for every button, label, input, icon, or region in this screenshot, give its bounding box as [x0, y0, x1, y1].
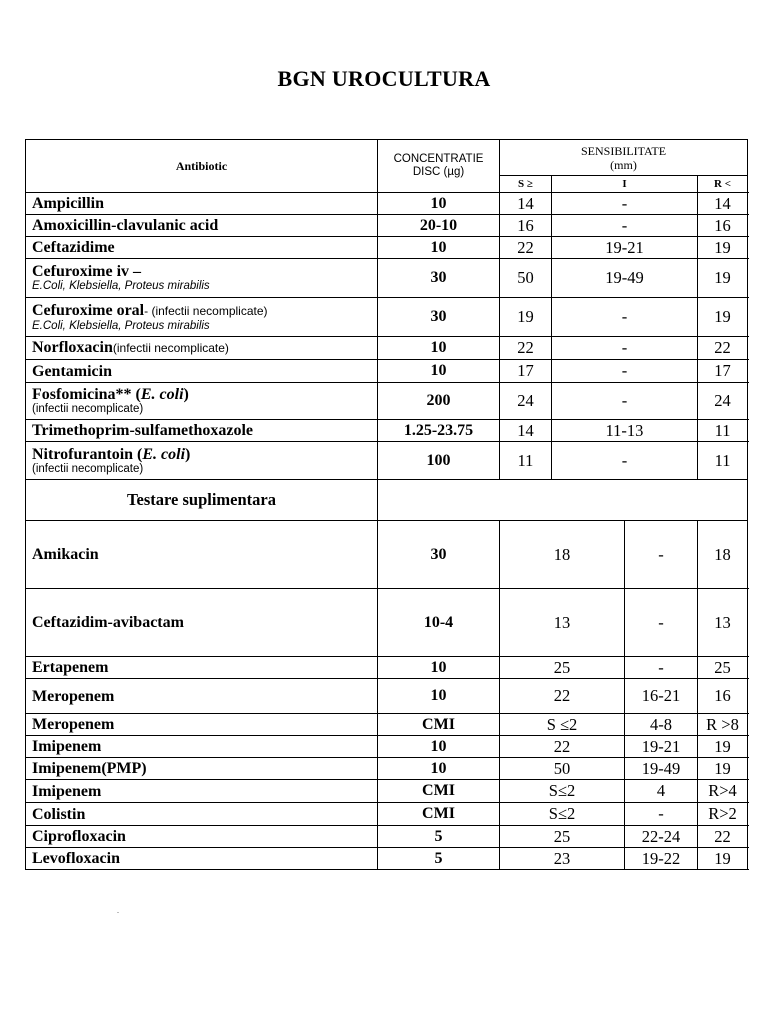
concentration-cell: 100 [378, 442, 500, 480]
organism-name: E. coli [142, 445, 186, 463]
i-cell: 4-8 [625, 714, 698, 736]
r-cell: R>2 [698, 803, 748, 826]
table-row [26, 259, 748, 298]
concentration-cell: 10 [378, 237, 500, 259]
s-cell: 18 [500, 521, 625, 589]
table-row [26, 442, 748, 480]
i-cell: 22-24 [625, 826, 698, 848]
concentration-cell: 10 [378, 657, 500, 679]
table-row [26, 337, 748, 360]
s-cell: 25 [500, 657, 625, 679]
antibiotic-name: Amikacin [26, 521, 378, 589]
s-cell: 22 [500, 736, 625, 758]
concentration-cell: 20-10 [378, 215, 500, 237]
s-cell: 22 [500, 337, 552, 360]
i-cell: - [625, 589, 698, 657]
antibiotic-name: Trimethoprim-sulfamethoxazole [26, 420, 378, 442]
r-cell: R>4 [698, 780, 748, 803]
header-antibiotic: Antibiotic [26, 140, 378, 193]
organism-note: E.Coli, Klebsiella, Proteus mirabilis [32, 319, 210, 332]
antibiotic-name: Ertapenem [26, 657, 378, 679]
i-cell: 19-49 [552, 259, 698, 298]
s-cell: 50 [500, 758, 625, 780]
i-cell: 19-22 [625, 848, 698, 870]
antibiotic-name-cell [26, 298, 378, 337]
s-cell: S≤2 [500, 780, 625, 803]
usage-note: (infectii necomplicate) [112, 341, 229, 355]
r-cell: 25 [698, 657, 748, 679]
table-row [26, 758, 748, 780]
antibiotic-name-cell [26, 259, 378, 298]
table-row [26, 803, 748, 826]
i-cell: - [552, 383, 698, 420]
concentration-cell: 10 [378, 679, 500, 714]
r-cell: 16 [698, 215, 748, 237]
s-cell: 22 [500, 237, 552, 259]
antibiotic-name: Imipenem [26, 780, 378, 803]
table-row [26, 237, 748, 259]
s-cell: S ≤2 [500, 714, 625, 736]
r-cell: 14 [698, 193, 748, 215]
antibiotic-name: Imipenem [26, 736, 378, 758]
section-row [26, 480, 748, 521]
concentration-cell: 5 [378, 848, 500, 870]
antibiotic-name: Colistin [26, 803, 378, 826]
i-cell: 16-21 [625, 679, 698, 714]
header-sensitivity-line2: (mm) [610, 157, 637, 172]
table-row [26, 826, 748, 848]
i-cell: - [552, 193, 698, 215]
antibiotic-name-close: ) [185, 445, 191, 463]
r-cell: 19 [698, 848, 748, 870]
concentration-cell: CMI [378, 714, 500, 736]
i-cell: - [552, 215, 698, 237]
antibiotic-table [25, 139, 748, 870]
antibiotic-name: Imipenem(PMP) [26, 758, 378, 780]
table-row [26, 589, 748, 657]
antibiotic-name-cell [26, 337, 378, 360]
r-cell: 19 [698, 237, 748, 259]
table-row [26, 298, 748, 337]
r-cell: 19 [698, 758, 748, 780]
i-cell: 19-49 [625, 758, 698, 780]
concentration-cell: 10 [378, 736, 500, 758]
antibiotic-name: Gentamicin [26, 360, 378, 383]
r-cell: 17 [698, 360, 748, 383]
i-cell: - [552, 442, 698, 480]
s-cell: S≤2 [500, 803, 625, 826]
concentration-cell: 10 [378, 360, 500, 383]
table-row [26, 215, 748, 237]
antibiotic-name: Ampicillin [26, 193, 378, 215]
organism-name: E. coli [140, 386, 184, 403]
antibiotic-name: Nitrofurantoin ( [32, 445, 143, 463]
table-row [26, 657, 748, 679]
header-concentration [378, 140, 500, 193]
header-r: R < [698, 176, 748, 193]
r-cell: 19 [698, 259, 748, 298]
concentration-cell: 30 [378, 259, 500, 298]
antibiotic-name: Ceftazidime [26, 237, 378, 259]
antibiotic-name-cell [26, 383, 378, 420]
table-row [26, 360, 748, 383]
organism-note: E.Coli, Klebsiella, Proteus mirabilis [32, 280, 210, 292]
concentration-cell: 10 [378, 337, 500, 360]
header-i: I [552, 176, 698, 193]
antibiotic-name: Cefuroxime oral [32, 301, 145, 319]
r-cell: 13 [698, 589, 748, 657]
antibiotic-name: Meropenem [26, 679, 378, 714]
i-cell: 19-21 [625, 736, 698, 758]
antibiotic-name: Cefuroxime iv [32, 263, 130, 280]
r-cell: 18 [698, 521, 748, 589]
antibiotic-dash: – [129, 263, 142, 280]
r-cell: 16 [698, 679, 748, 714]
antibiotic-name: Fosfomicina** ( [32, 386, 141, 403]
antibiotic-name-cell [26, 442, 378, 480]
concentration-cell: 10-4 [378, 589, 500, 657]
r-cell: R >8 [698, 714, 748, 736]
i-cell: 4 [625, 780, 698, 803]
i-cell: - [625, 657, 698, 679]
table-row [26, 736, 748, 758]
r-cell: 22 [698, 337, 748, 360]
i-cell: - [552, 298, 698, 337]
section-label: Testare suplimentara [26, 480, 378, 521]
s-cell: 13 [500, 589, 625, 657]
usage-note: (infectii necomplicate) [32, 403, 144, 415]
s-cell: 23 [500, 848, 625, 870]
s-cell: 14 [500, 420, 552, 442]
concentration-cell: 10 [378, 193, 500, 215]
header-sensitivity [500, 140, 748, 176]
usage-note: - (infectii necomplicate) [144, 303, 268, 318]
concentration-cell: 1.25-23.75 [378, 420, 500, 442]
i-cell: - [625, 521, 698, 589]
concentration-cell: 10 [378, 758, 500, 780]
s-cell: 22 [500, 679, 625, 714]
antibiotic-name-close: ) [183, 386, 189, 403]
header-concentration-line1: CONCENTRATIE [393, 153, 484, 165]
i-cell: 19-21 [552, 237, 698, 259]
header-concentration-line2: DISC (µg) [412, 166, 465, 178]
r-cell: 19 [698, 298, 748, 337]
concentration-cell: 30 [378, 298, 500, 337]
s-cell: 16 [500, 215, 552, 237]
concentration-cell: 200 [378, 383, 500, 420]
r-cell: 11 [698, 420, 748, 442]
table-row [26, 521, 748, 589]
table-row [26, 848, 748, 870]
antibiotic-name: Meropenem [26, 714, 378, 736]
stray-mark: . [117, 906, 119, 915]
table-row [26, 714, 748, 736]
s-cell: 17 [500, 360, 552, 383]
antibiotic-name: Ciprofloxacin [26, 826, 378, 848]
concentration-cell: CMI [378, 803, 500, 826]
table-row [26, 780, 748, 803]
i-cell: - [552, 360, 698, 383]
r-cell: 19 [698, 736, 748, 758]
s-cell: 11 [500, 442, 552, 480]
usage-note: (infectii necomplicate) [32, 462, 144, 475]
header-sensitivity-line1: SENSIBILITATE [581, 143, 667, 158]
table-row [26, 383, 748, 420]
s-cell: 14 [500, 193, 552, 215]
r-cell: 24 [698, 383, 748, 420]
antibiotic-name: Norfloxacin [32, 339, 113, 356]
concentration-cell: CMI [378, 780, 500, 803]
s-cell: 25 [500, 826, 625, 848]
s-cell: 19 [500, 298, 552, 337]
r-cell: 11 [698, 442, 748, 480]
antibiotic-name: Levofloxacin [26, 848, 378, 870]
i-cell: 11-13 [552, 420, 698, 442]
antibiotic-name: Ceftazidim-avibactam [26, 589, 378, 657]
concentration-cell: 30 [378, 521, 500, 589]
concentration-cell: 5 [378, 826, 500, 848]
section-empty-cell [378, 480, 748, 521]
i-cell: - [625, 803, 698, 826]
table-row [26, 679, 748, 714]
antibiotic-name: Amoxicillin-clavulanic acid [26, 215, 378, 237]
table-row [26, 420, 748, 442]
s-cell: 50 [500, 259, 552, 298]
s-cell: 24 [500, 383, 552, 420]
r-cell: 22 [698, 826, 748, 848]
header-s: S ≥ [500, 176, 552, 193]
i-cell: - [552, 337, 698, 360]
table-row [26, 193, 748, 215]
document-title: BGN UROCULTURA [277, 66, 491, 91]
